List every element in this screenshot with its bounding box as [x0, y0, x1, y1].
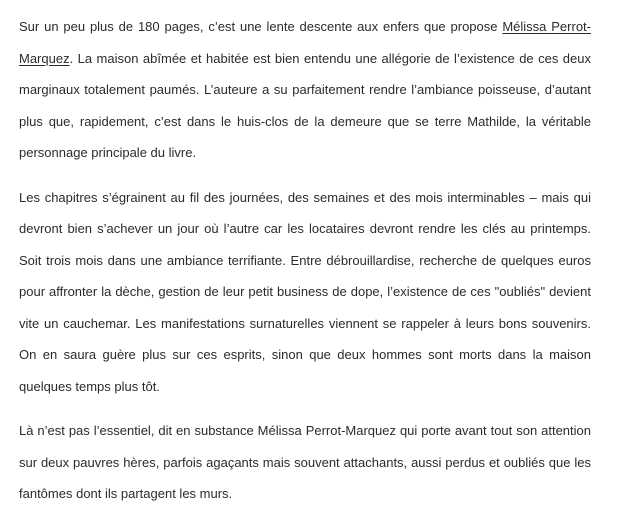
- author-link[interactable]: Mélissa Perrot-Marquez: [19, 19, 591, 66]
- article-body: [19, 11, 591, 523]
- paragraph-3: Là n’est pas l’essentiel, dit en substance Mélissa Perrot-Marquez qui porte avant tout son attention sur deux pauvres hères, parfois agaçants mais souvent attachants, aussi perdus et oubliés que les fantômes dont ils partagent les murs.: [19, 423, 591, 501]
- paragraph-2: Les chapitres s’égrainent au fil des journées, des semaines et des mois interminables – mais qui devront bien s’achever un jour où l’autre car les locataires devront rendre les clés au printemps. Soit trois mois dans une ambiance terrifiante. Entre débrouillardise, recherche de quelques euros pour affronter la dèche, gestion de leur petit business de dope, l’existence de ces "oubliés" devient vite un cauchemar. Les manifestations surnaturelles viennent se rappeler à leurs bons souvenirs. On en saura guère plus sur ces esprits, sinon que deux hommes sont morts dans la maison quelques temps plus tôt.: [19, 189, 591, 394]
- paragraph-1: [19, 11, 591, 169]
- paragraph-1-intro: Sur un peu plus de 180 pages, c’est une lente descente aux enfers que propose: [19, 19, 503, 34]
- paragraph-1-rest: . La maison abîmée et habitée est bien entendu une allégorie de l’existence de ces deux marginaux totalement paumés. L’auteure a su parfaitement rendre l’ambiance poisseuse, d’autant plus que, rapidement, c’est dans le huis-clos de la demeure que se terre Mathilde, la véritable personnage principale du livre.: [19, 50, 591, 160]
